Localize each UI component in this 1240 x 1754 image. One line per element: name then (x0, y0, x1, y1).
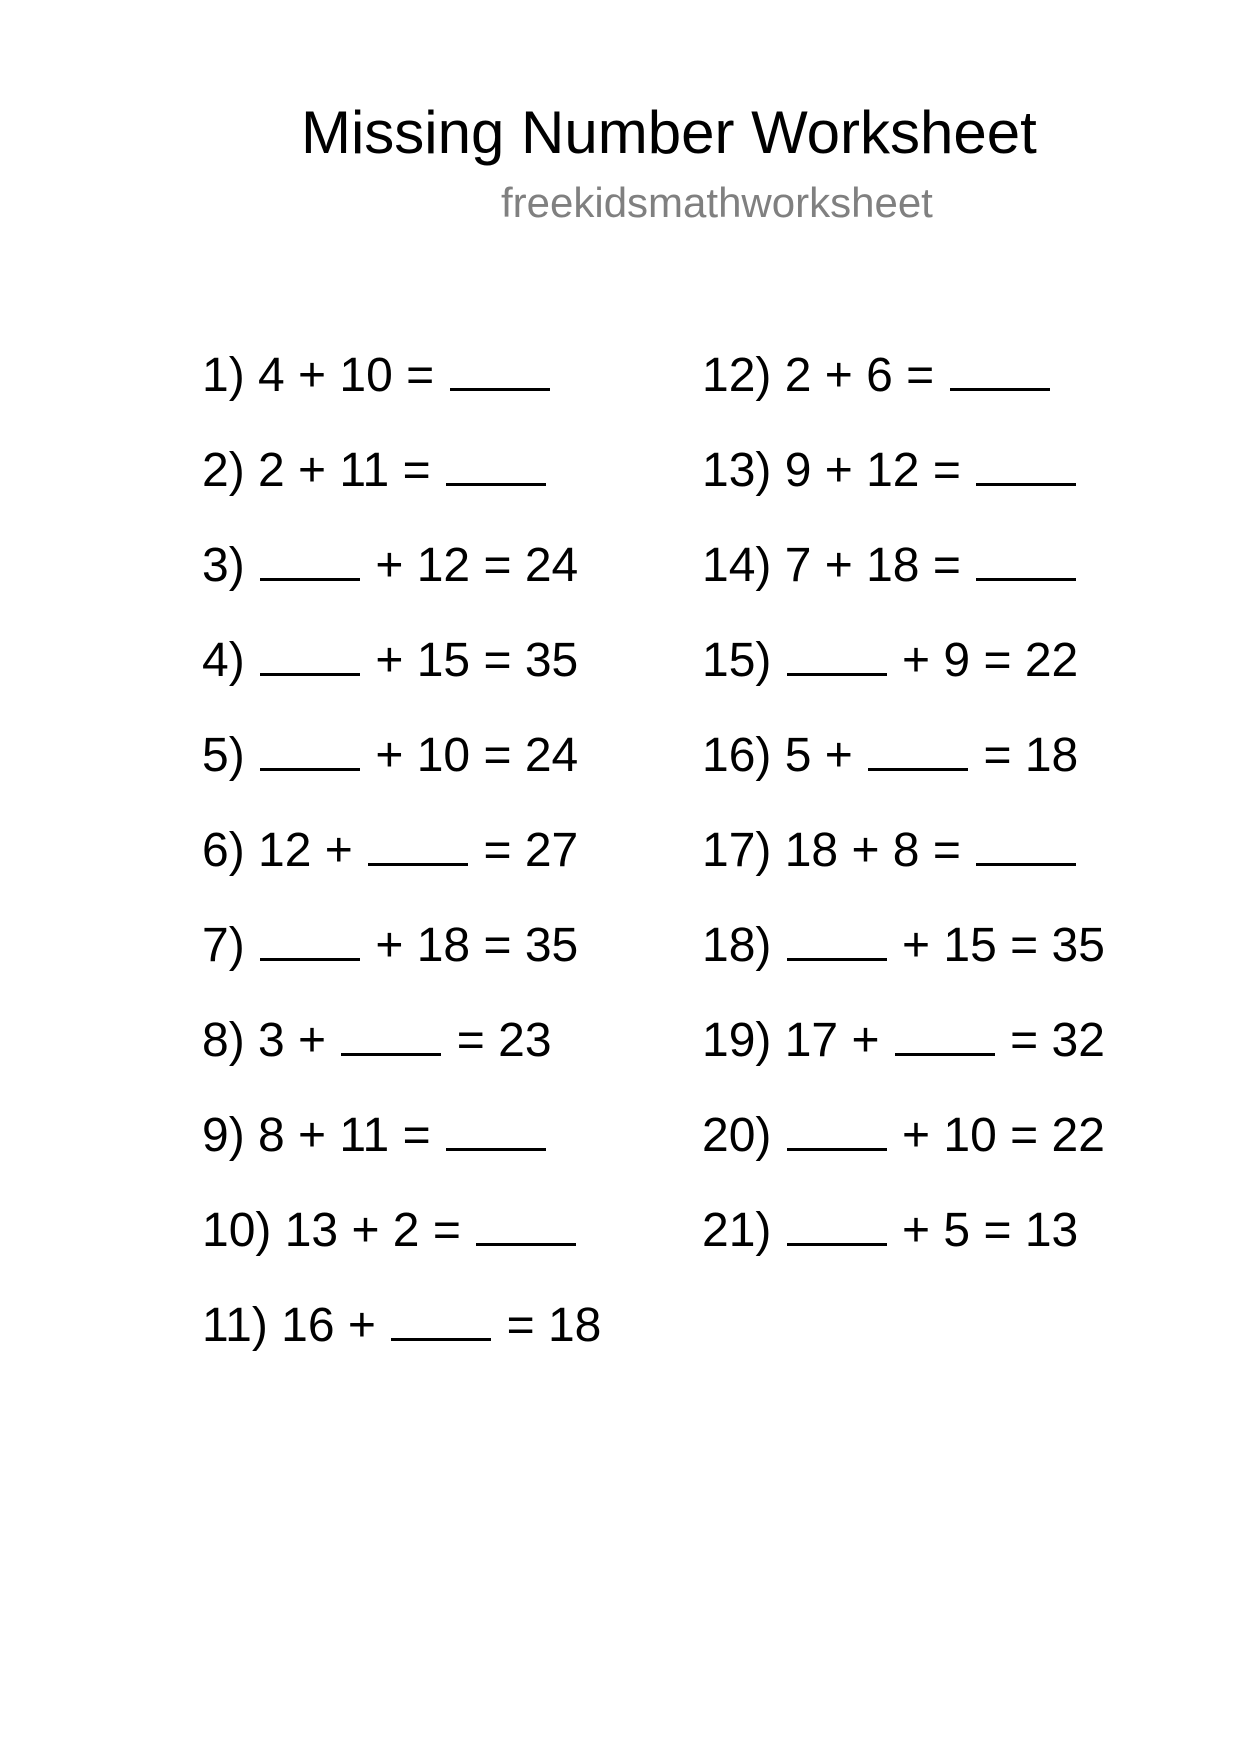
answer-blank[interactable] (976, 439, 1076, 486)
answer-blank[interactable] (976, 534, 1076, 581)
problem-number: 4) (202, 634, 245, 687)
problem-number: 11) (202, 1299, 268, 1352)
problem-text-after: + 18 = 35 (362, 919, 579, 972)
problem-text-after: + 15 = 35 (362, 634, 579, 687)
problem-text-after: + 10 = 22 (888, 1109, 1105, 1162)
answer-blank[interactable] (260, 724, 360, 771)
problem-text-after: + 12 = 24 (362, 539, 579, 592)
problem-5 (202, 724, 601, 819)
answer-blank[interactable] (450, 344, 550, 391)
problem-text-before (771, 634, 784, 687)
problem-text-after: + 10 = 24 (362, 729, 579, 782)
worksheet-subtitle: freekidsmathworksheet (501, 179, 933, 226)
problem-text-before: 2 + 11 = (244, 444, 444, 497)
problem-20 (702, 1104, 1105, 1199)
problem-text-before: 4 + 10 = (244, 349, 448, 402)
problem-6 (202, 819, 601, 914)
problem-15 (702, 629, 1105, 724)
problem-column-right (702, 344, 1105, 1294)
answer-blank[interactable] (446, 1104, 546, 1151)
problem-text-before: 16 + (267, 1299, 390, 1352)
answer-blank[interactable] (976, 819, 1076, 866)
answer-blank[interactable] (787, 1199, 887, 1246)
problem-number: 15) (702, 634, 772, 687)
problem-19 (702, 1009, 1105, 1104)
answer-blank[interactable] (341, 1009, 441, 1056)
answer-blank[interactable] (260, 914, 360, 961)
problem-text-before: 13 + 2 = (271, 1204, 475, 1257)
problem-number: 20) (702, 1109, 772, 1162)
problem-2 (202, 439, 601, 534)
problem-number: 12) (702, 349, 772, 402)
problem-12 (702, 344, 1105, 439)
answer-blank[interactable] (868, 724, 968, 771)
answer-blank[interactable] (391, 1294, 491, 1341)
problem-text-before: 5 + (771, 729, 867, 782)
problem-number: 16) (702, 729, 772, 782)
problem-text-before: 12 + (244, 824, 367, 877)
problem-number: 9) (202, 1109, 245, 1162)
problem-number: 13) (702, 444, 772, 497)
problem-number: 10) (202, 1204, 272, 1257)
problem-21 (702, 1199, 1105, 1294)
problem-14 (702, 534, 1105, 629)
problem-number: 8) (202, 1014, 245, 1067)
problem-number: 18) (702, 919, 772, 972)
answer-blank[interactable] (787, 1104, 887, 1151)
problem-text-before: 3 + (244, 1014, 340, 1067)
answer-blank[interactable] (950, 344, 1050, 391)
problem-text-before (771, 1204, 784, 1257)
problem-text-after: = 27 (470, 824, 579, 877)
answer-blank[interactable] (787, 914, 887, 961)
problem-number: 14) (702, 539, 772, 592)
problem-13 (702, 439, 1105, 534)
problem-11 (202, 1294, 601, 1389)
problem-text-before (771, 1109, 784, 1162)
problem-number: 5) (202, 729, 245, 782)
problem-text-before: 9 + 12 = (771, 444, 975, 497)
problem-number: 21) (702, 1204, 772, 1257)
answer-blank[interactable] (368, 819, 468, 866)
answer-blank[interactable] (446, 439, 546, 486)
problem-text-after: + 9 = 22 (888, 634, 1079, 687)
problem-18 (702, 914, 1105, 1009)
problem-1 (202, 344, 601, 439)
answer-blank[interactable] (476, 1199, 576, 1246)
problem-number: 19) (702, 1014, 772, 1067)
worksheet-title: Missing Number Worksheet (301, 99, 1037, 166)
problem-3 (202, 534, 601, 629)
problem-8 (202, 1009, 601, 1104)
problem-text-after: = 18 (970, 729, 1079, 782)
problem-text-before (245, 634, 258, 687)
answer-blank[interactable] (260, 629, 360, 676)
problem-number: 1) (202, 349, 245, 402)
problem-text-before (245, 539, 258, 592)
problem-text-before: 7 + 18 = (771, 539, 975, 592)
problem-9 (202, 1104, 601, 1199)
problem-text-after: = 18 (493, 1299, 602, 1352)
problem-number: 7) (202, 919, 245, 972)
problem-text-before (771, 919, 784, 972)
problem-number: 17) (702, 824, 772, 877)
problem-number: 6) (202, 824, 245, 877)
problem-text-after: = 23 (443, 1014, 552, 1067)
problem-10 (202, 1199, 601, 1294)
problem-text-before: 8 + 11 = (244, 1109, 444, 1162)
problem-text-after: + 15 = 35 (888, 919, 1105, 972)
answer-blank[interactable] (260, 534, 360, 581)
problem-text-after: + 5 = 13 (888, 1204, 1079, 1257)
problem-column-left (202, 344, 601, 1389)
problem-text-before: 2 + 6 = (771, 349, 948, 402)
problem-text-before: 18 + 8 = (771, 824, 975, 877)
problem-text-after: = 32 (996, 1014, 1105, 1067)
problem-17 (702, 819, 1105, 914)
problem-number: 2) (202, 444, 245, 497)
answer-blank[interactable] (895, 1009, 995, 1056)
problem-text-before: 17 + (771, 1014, 893, 1067)
problem-16 (702, 724, 1105, 819)
problem-number: 3) (202, 539, 245, 592)
answer-blank[interactable] (787, 629, 887, 676)
problem-4 (202, 629, 601, 724)
problem-7 (202, 914, 601, 1009)
problem-text-before (245, 919, 258, 972)
problem-text-before (245, 729, 258, 782)
